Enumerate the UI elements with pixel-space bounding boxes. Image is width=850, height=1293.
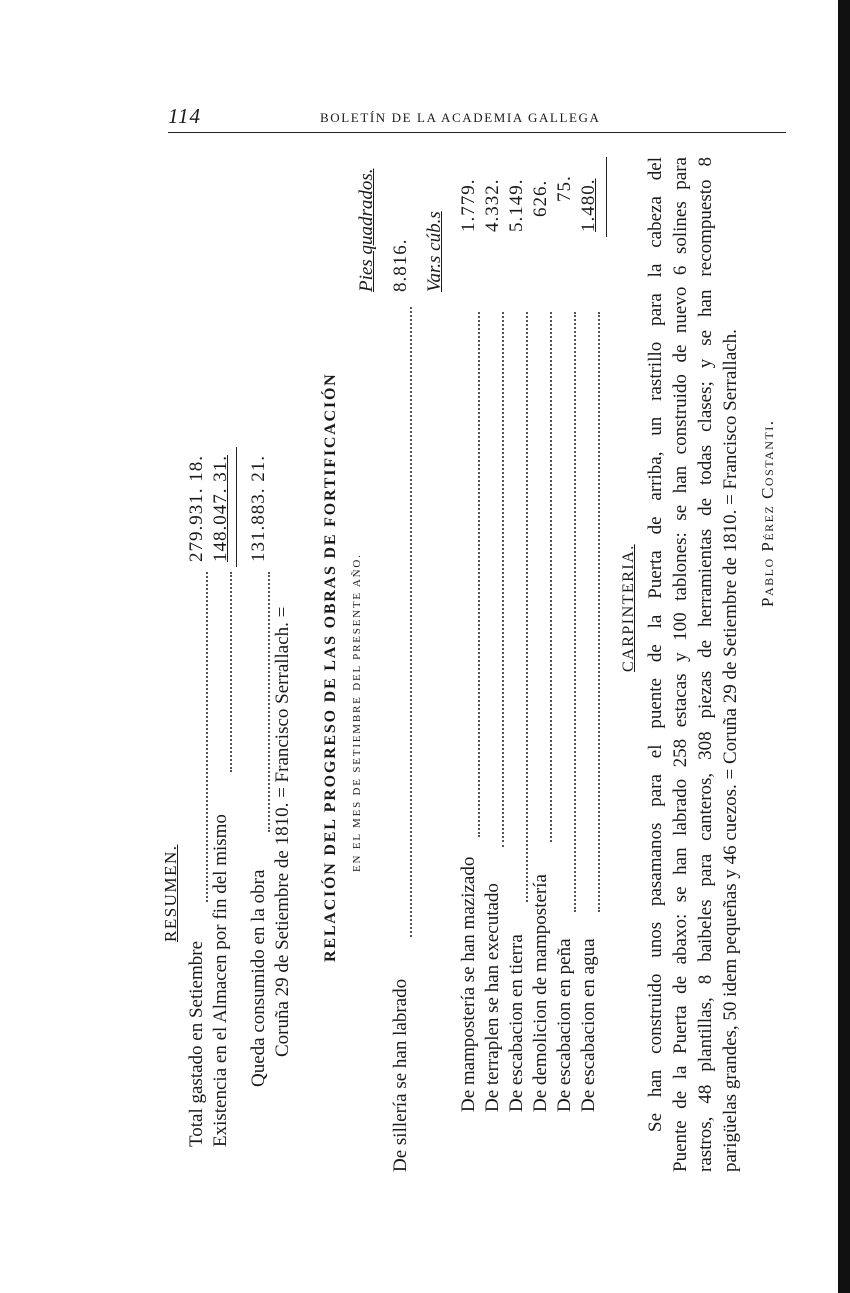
leader-dots (528, 312, 552, 842)
leader-dots (456, 312, 480, 837)
resumen-row-value: 148.047. 31. (210, 455, 231, 562)
resumen-title: RESUMEN. (161, 844, 180, 942)
relacion-row-label: De escabacion en agua (578, 938, 599, 1112)
leader-dots (246, 572, 270, 832)
relacion-row-label: De terraplen se han executado (482, 883, 503, 1112)
scan-edge (838, 0, 850, 1293)
col-header-pies: Pies quadrados. (356, 168, 377, 292)
leader-dots (480, 312, 504, 847)
leader-dots (504, 312, 528, 902)
carpinteria-line: parigüelas grandes, 50 idem pequeñas y 46 cuezos. = Coruña 29 de Setiembre de 1810. = Francisco Serrallach. (720, 329, 741, 1172)
carpinteria-line: Se han construido unos pasamanos para el puente de la Puerta de arriba, un rastrillo para la cabeza del (645, 157, 666, 1132)
relacion-row-value: 5.149. (506, 178, 527, 232)
rotated-page-body (160, 152, 780, 1172)
resumen-result-label: Queda consumido en la obra (248, 869, 269, 1087)
resumen-result-value: 131.883. 21. (248, 455, 269, 562)
carpinteria-title: CARPINTERIA. (620, 544, 637, 672)
relacion-row-label: De escabacion en peña (554, 938, 575, 1112)
author-signature: Pablo Pérez Costanti. (758, 419, 777, 607)
relacion-title: RELACIÓN DEL PROGRESO DE LAS OBRAS DE FORTIFICACIÓN (322, 372, 339, 962)
sum-rule (236, 447, 237, 567)
relacion-subtitle: EN EL MES DE SETIEMBRE DEL PRESENTE AÑO. (351, 553, 363, 872)
leader-dots (208, 572, 232, 772)
column-rule (606, 157, 607, 237)
relacion-row-value: 1.480. (578, 178, 599, 232)
silleria-value: 8.816. (390, 238, 411, 292)
resumen-row-label: Existencia en el Almacen por fin del mismo (210, 814, 231, 1147)
leader-dots (576, 312, 600, 912)
relacion-row-label: De mampostería se han mazizado (458, 856, 479, 1112)
resumen-row-value: 279.931. 18. (186, 455, 207, 562)
leader-dots (552, 312, 576, 912)
silleria-label: De sillería se han labrado (390, 978, 411, 1172)
relacion-row-label: De demolicion de mampostería (530, 874, 551, 1112)
page-header (168, 104, 786, 130)
relacion-row-label: De escabacion en tierra (506, 934, 527, 1112)
leader-dots (388, 307, 412, 937)
col-header-varas: Var.s cúb.s (424, 211, 445, 292)
resumen-signature: Coruña 29 de Setiembre de 1810. = Francisco Serrallach. = (272, 606, 293, 1057)
running-title: BOLETÍN DE LA ACADEMIA GALLEGA (320, 110, 601, 125)
relacion-row-value: 75. (554, 175, 575, 202)
resumen-row-label: Total gastado en Setiembre (186, 940, 207, 1147)
carpinteria-line: rastros, 48 plantillas, 8 baibeles para canteros, 308 piezas de herramientas de todas clases; y se han recompuesto 8 (695, 157, 716, 1172)
leader-dots (184, 572, 208, 902)
carpinteria-line: Puente de la Puerta de abaxo: se han labrado 258 estacas y 100 tablones: se han construido de nuevo 6 solines para (670, 157, 691, 1172)
header-rule (168, 132, 786, 133)
page-number: 114 (168, 104, 201, 128)
relacion-row-value: 626. (530, 179, 551, 217)
relacion-row-value: 4.332. (482, 178, 503, 232)
relacion-row-value: 1.779. (458, 178, 479, 232)
